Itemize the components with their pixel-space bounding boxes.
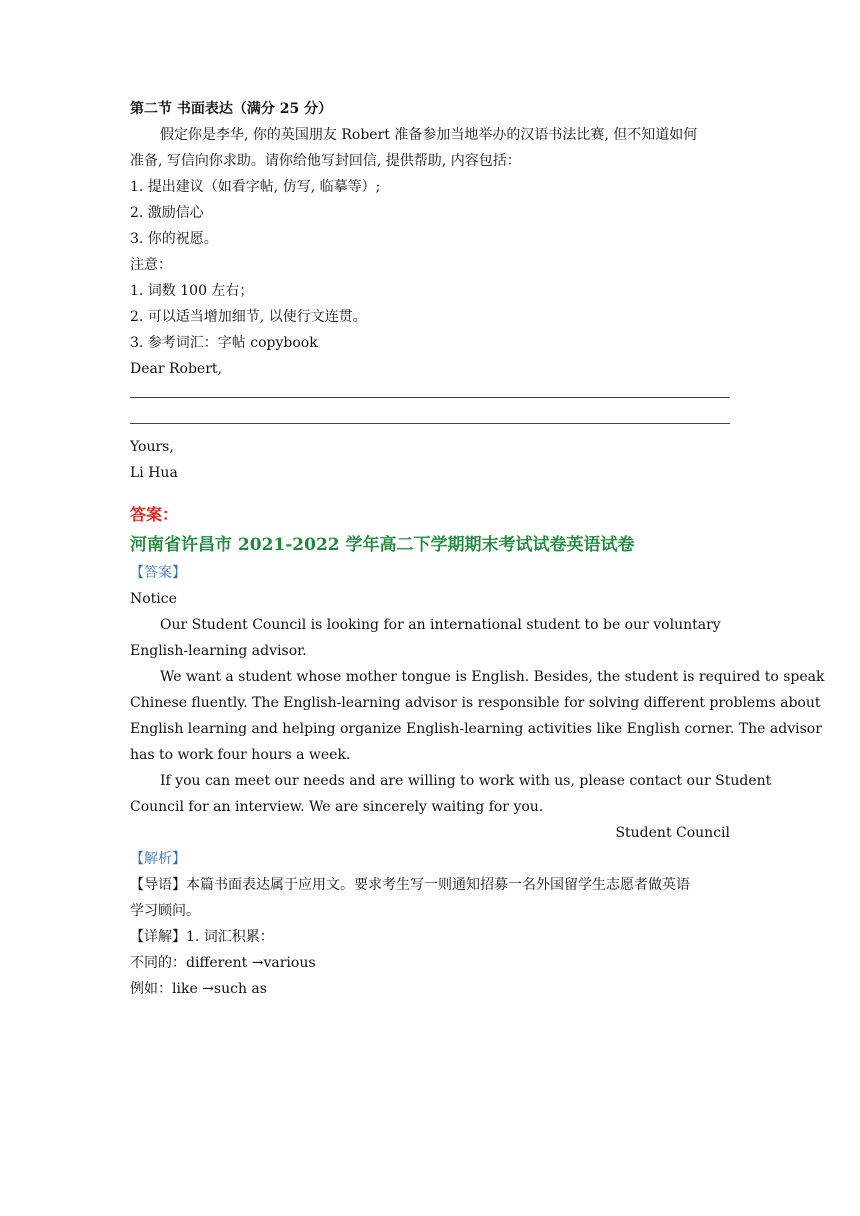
essay-text: English-learning advisor. <box>130 643 307 659</box>
source-title: 河南省许昌市 2021-2022 学年高二下学期期末考试试卷英语试卷 <box>130 535 635 555</box>
vocab-item: 不同的：different →various <box>130 955 316 971</box>
essay-title: Notice <box>130 591 177 607</box>
essay-text: Chinese fluently. The English-learning advisor is responsible for solving different problems about <box>130 695 821 711</box>
content-item: 2. 激励信心 <box>130 205 204 221</box>
vocab-item: 例如：like →such as <box>130 981 267 997</box>
answer-label: 答案： <box>130 505 179 524</box>
essay-text: Council for an interview. We are sincerely waiting for you. <box>130 799 544 815</box>
letter-greeting: Dear Robert, <box>130 361 222 377</box>
note-item: 1. 词数 100 左右； <box>130 283 254 299</box>
analysis-text: 学习顾问。 <box>130 903 200 919</box>
prompt-text: 假定你是李华, 你的英国朋友 Robert 准备参加当地举办的汉语书法比赛, 但不知道如何 <box>160 127 698 143</box>
analysis-tag: 【解析】 <box>130 851 186 867</box>
content-item: 3. 你的祝愿。 <box>130 231 218 247</box>
answer-tag: 【答案】 <box>130 565 186 581</box>
note-label: 注意： <box>130 257 172 273</box>
essay-signature: Student Council <box>615 825 730 841</box>
essay-text: We want a student whose mother tongue is English. Besides, the student is required to speak <box>160 669 825 685</box>
content-item: 1. 提出建议（如看字帖, 仿写, 临摹等）; <box>130 179 381 195</box>
essay-text: If you can meet our needs and are willing to work with us, please contact our Student <box>160 773 772 789</box>
essay-text: Our Student Council is looking for an international student to be our voluntary <box>160 617 721 633</box>
analysis-detail: 【详解】1. 词汇积累： <box>130 929 274 945</box>
writing-line <box>130 408 730 424</box>
letter-signature: Li Hua <box>130 465 178 481</box>
essay-text: English learning and helping organize English-learning activities like English corner. The advisor <box>130 721 822 737</box>
document-page <box>130 96 825 1002</box>
note-item: 3. 参考词汇：字帖 copybook <box>130 335 318 351</box>
prompt-text: 准备, 写信向你求助。请你给他写封回信, 提供帮助, 内容包括： <box>130 153 521 169</box>
section-heading: 第二节 书面表达（满分 25 分） <box>130 101 333 117</box>
analysis-text: 【导语】本篇书面表达属于应用文。要求考生写一则通知招募一名外国留学生志愿者做英语 <box>130 877 690 893</box>
writing-line <box>130 382 730 398</box>
note-item: 2. 可以适当增加细节, 以使行文连贯。 <box>130 309 367 325</box>
letter-closing: Yours, <box>130 439 174 455</box>
essay-text: has to work four hours a week. <box>130 747 351 763</box>
